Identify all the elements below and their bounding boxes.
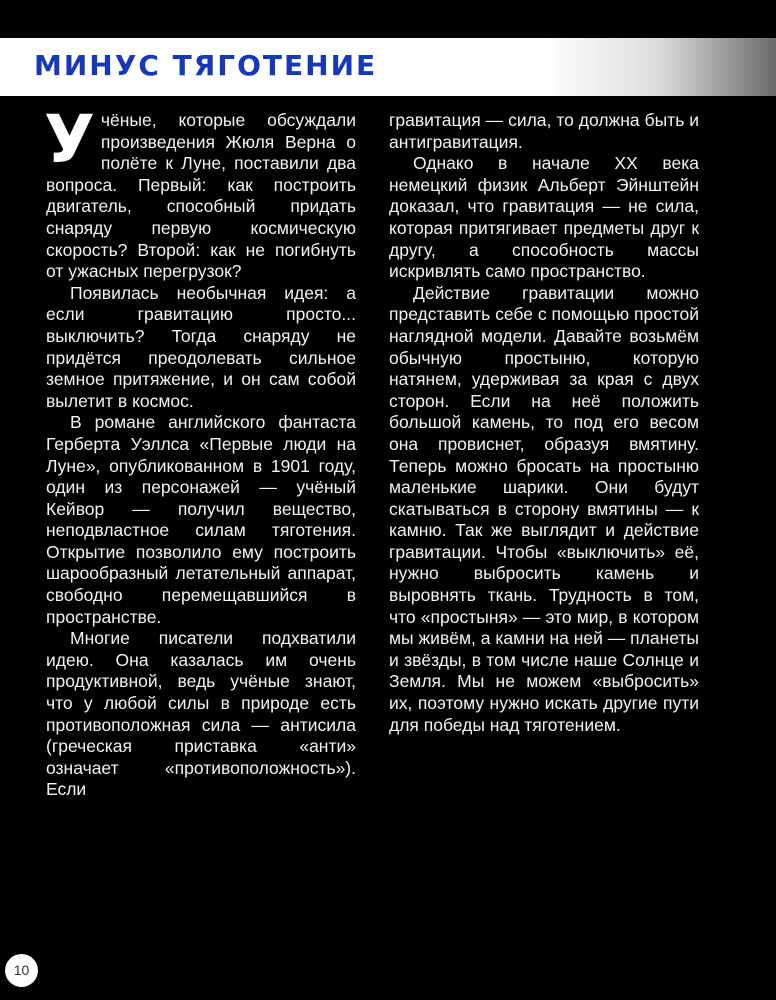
- paragraph: В романе английского фантаста Герберта Уэллса «Первые люди на Луне», опубликованном в 1901 году, один из персонажей — учёный Кейвор — получил вещество, неподвластное силам тяготения. Открытие позволило ему построить шарообразный летательный аппарат, свободно перемещавшийся в пространстве.: [46, 412, 356, 627]
- left-text-column: [44, 101, 356, 801]
- page-number-badge: 10: [5, 954, 38, 987]
- paragraph: Многие писатели подхватили идею. Она казалась им очень продуктивной, ведь учёные знают, что у любой силы в природе есть противоположная сила — антисила (греческая приставка «анти» означает «противоположность»). Если: [46, 628, 356, 800]
- paragraph: гравитация — сила, то должна быть и антигравитация.: [389, 110, 699, 152]
- paragraph: Действие гравитации можно представить себе с помощью простой наглядной модели. Давайте возьмём обычную простыню, которую натянем, удерживая за края с двух сторон. Если на неё положить большой камень, то под его весом она провиснет, образуя вмятину. Теперь можно бросать на простыню маленькие шарики. Они будут скатываться в сторону вмятины — к камню. Так же выглядит и действие гравитации. Чтобы «выключить» её, нужно выбросить камень и выровнять ткань. Трудность в том, что «простыня» — это мир, в котором мы живём, а камни на ней — планеты и звёзды, в том числе наше Солнце и Земля. Мы не можем «выбросить» их, поэтому нужно искать другие пути для победы над тяготением.: [389, 282, 699, 735]
- right-text-column: [389, 110, 699, 736]
- paragraph: Появилась необычная идея: а если гравитацию просто... выключить? Тогда снаряду не придётся преодолевать сильное земное притяжение, и он сам собой вылетит в космос.: [46, 282, 356, 411]
- drop-cap: У: [44, 101, 95, 178]
- paragraph: Однако в начале XX века немецкий физик Альберт Эйнштейн доказал, что гравитация — не сила, которая притягивает предметы друг к другу, а способность массы искривлять само пространство.: [389, 153, 699, 282]
- paragraph: [44, 101, 356, 283]
- page-title: МИНУС ТЯГОТЕНИЕ: [34, 49, 378, 82]
- paragraph-text: чёные, которые обсуждали произведения Жюля Верна о полёте к Луне, поставили два вопроса. Первый: как построить двигатель, способный придать снаряду первую космическую скорость? Второй: как не погибнуть от ужасных перегрузок?: [46, 110, 356, 282]
- title-banner: [0, 38, 776, 96]
